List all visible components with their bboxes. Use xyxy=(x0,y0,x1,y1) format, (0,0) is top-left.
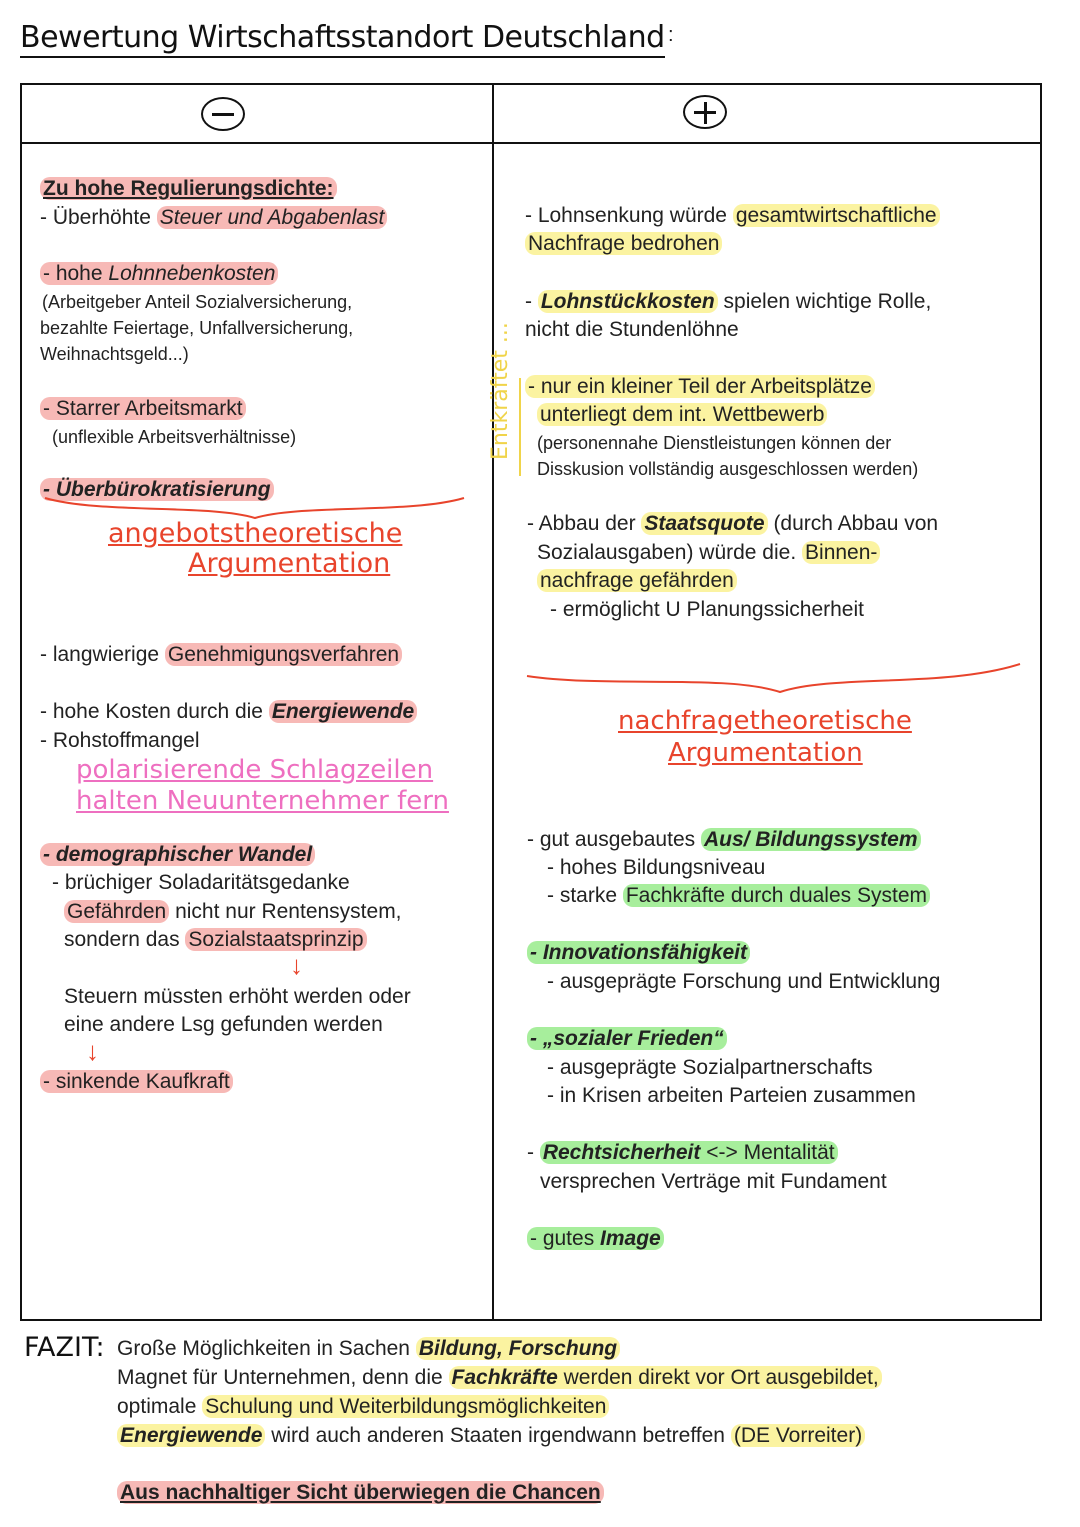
left-sub-steuern: Steuern müssten erhöht werden oder xyxy=(64,985,411,1008)
left-note-1: (Arbeitgeber Anteil Sozialversicherung, xyxy=(42,292,353,312)
left-handwritten-4: halten Neuunternehmer fern xyxy=(76,786,449,816)
left-sub-gefaehrden: Gefährden nicht nur Rentensystem, xyxy=(64,898,402,926)
right-handwritten-2: Argumentation xyxy=(668,738,863,768)
right-item-wettbewerb: unterliegt dem int. Wettbewerb xyxy=(537,401,827,429)
right-sub-planung: - ermöglicht U Planungssicherheit xyxy=(550,598,864,621)
header-divider xyxy=(20,142,1040,144)
right-sub-krisen: - in Krisen arbeiten Parteien zusammen xyxy=(547,1084,916,1107)
title-colon: : xyxy=(668,24,674,46)
left-sub-sozialstaat: sondern das Sozialstaatsprinzip xyxy=(64,926,367,954)
right-sub-sozialpartner: - ausgeprägte Sozialpartnerschafts xyxy=(547,1056,873,1079)
left-note-3: Weihnachtsgeld...) xyxy=(40,344,189,364)
right-item-lohnstueck: - Lohnstückkosten spielen wichtige Rolle, xyxy=(525,290,932,313)
left-item-genehmigung: - langwierige Genehmigungsverfahren xyxy=(40,641,402,669)
left-item-steuer: - Überhöhte Steuer und Abgabenlast xyxy=(40,204,387,232)
title-underline xyxy=(20,56,665,58)
left-item-energiewende: - hohe Kosten durch die Energiewende xyxy=(40,698,417,726)
left-note-4: (unflexible Arbeitsverhältnisse) xyxy=(52,427,297,447)
right-item-nachfrage: Nachfrage bedrohen xyxy=(525,230,722,258)
left-handwritten-2: Argumentation xyxy=(188,548,391,579)
left-handwritten-3: polarisierende Schlagzeilen xyxy=(76,755,434,785)
fazit-conclusion: Aus nachhaltiger Sicht überwiegen die Chancen xyxy=(117,1479,604,1507)
fazit-label: FAZIT: xyxy=(24,1332,105,1363)
fazit-line-4: Energiewende wird auch anderen Staaten irgendwann betreffen (DE Vorreiter) xyxy=(117,1422,865,1450)
right-sub-niveau: - hohes Bildungsniveau xyxy=(547,856,766,879)
side-marker xyxy=(519,378,521,476)
fazit-line-1: Große Möglichkeiten in Sachen Bildung, Forschung xyxy=(117,1335,620,1363)
right-note-1: (personennahe Dienstleistungen können der xyxy=(537,433,892,453)
right-note-2: Disskusion vollständig ausgeschlossen werden) xyxy=(537,459,919,479)
down-arrow-icon: ↓ xyxy=(86,1036,99,1066)
right-item-staatsquote: - Abbau der Staatsquote (durch Abbau von xyxy=(527,512,939,535)
right-sub-forschung: - ausgeprägte Forschung und Entwicklung xyxy=(547,970,941,993)
right-item-stundenloehne: nicht die Stundenlöhne xyxy=(525,318,739,341)
right-item-rechtsicherheit: - Rechtsicherheit <-> Mentalität xyxy=(527,1139,838,1167)
right-brace xyxy=(525,660,1025,696)
right-sub-fachkraefte: - starke Fachkräfte durch duales System xyxy=(547,882,930,910)
right-item-lohnsenkung: - Lohnsenkung würde gesamtwirtschaftliche xyxy=(525,202,940,230)
left-item-demographie: - demographischer Wandel xyxy=(40,841,315,869)
plus-circle-icon xyxy=(683,95,727,129)
right-sub-vertraege: versprechen Verträge mit Fundament xyxy=(540,1170,887,1193)
fazit-line-3: optimale Schulung und Weiterbildungsmöglichkeiten xyxy=(117,1393,609,1421)
right-item-binnennachfrage: nachfrage gefährden xyxy=(537,567,737,595)
left-sub-solidaritaet: - brüchiger Soladaritätsgedanke xyxy=(52,871,350,894)
left-handwritten-1: angebotstheoretische xyxy=(108,518,403,549)
right-item-frieden: - „sozialer Frieden“ xyxy=(527,1025,727,1053)
left-sub-lsg: eine andere Lsg gefunden werden xyxy=(64,1013,383,1036)
left-item-kaufkraft: - sinkende Kaufkraft xyxy=(40,1068,233,1096)
page-title: Bewertung Wirtschaftsstandort Deutschland xyxy=(20,20,665,55)
down-arrow-icon: ↓ xyxy=(290,950,303,980)
right-item-arbeitsplaetze: - nur ein kleiner Teil der Arbeitsplätze xyxy=(525,373,875,401)
right-item-innovation: - Innovationsfähigkeit xyxy=(527,939,750,967)
side-note-entkraeftet: Entkräftet ... xyxy=(488,322,513,460)
right-item-sozialausgaben: Sozialausgaben) würde die. Binnen- xyxy=(537,539,880,567)
right-handwritten-1: nachfragetheoretische xyxy=(618,706,912,736)
left-heading: Zu hohe Regulierungsdichte: xyxy=(40,175,337,203)
left-item-rohstoff: - Rohstoffmangel xyxy=(40,729,200,752)
right-item-bildung: - gut ausgebautes Aus/ Bildungssystem xyxy=(527,826,921,854)
minus-circle-icon xyxy=(201,97,245,131)
left-item-lohnnebenkosten: - hohe Lohnnebenkosten xyxy=(40,260,278,288)
column-divider xyxy=(492,83,494,1321)
left-item-buerokratie: - Überbürokratisierung xyxy=(40,476,274,504)
left-note-2: bezahlte Feiertage, Unfallversicherung, xyxy=(40,318,354,338)
right-item-image: - gutes Image xyxy=(527,1225,664,1253)
fazit-line-2: Magnet für Unternehmen, denn die Fachkräfte werden direkt vor Ort ausgebildet, xyxy=(117,1364,882,1392)
left-item-arbeitsmarkt: - Starrer Arbeitsmarkt xyxy=(40,395,246,423)
